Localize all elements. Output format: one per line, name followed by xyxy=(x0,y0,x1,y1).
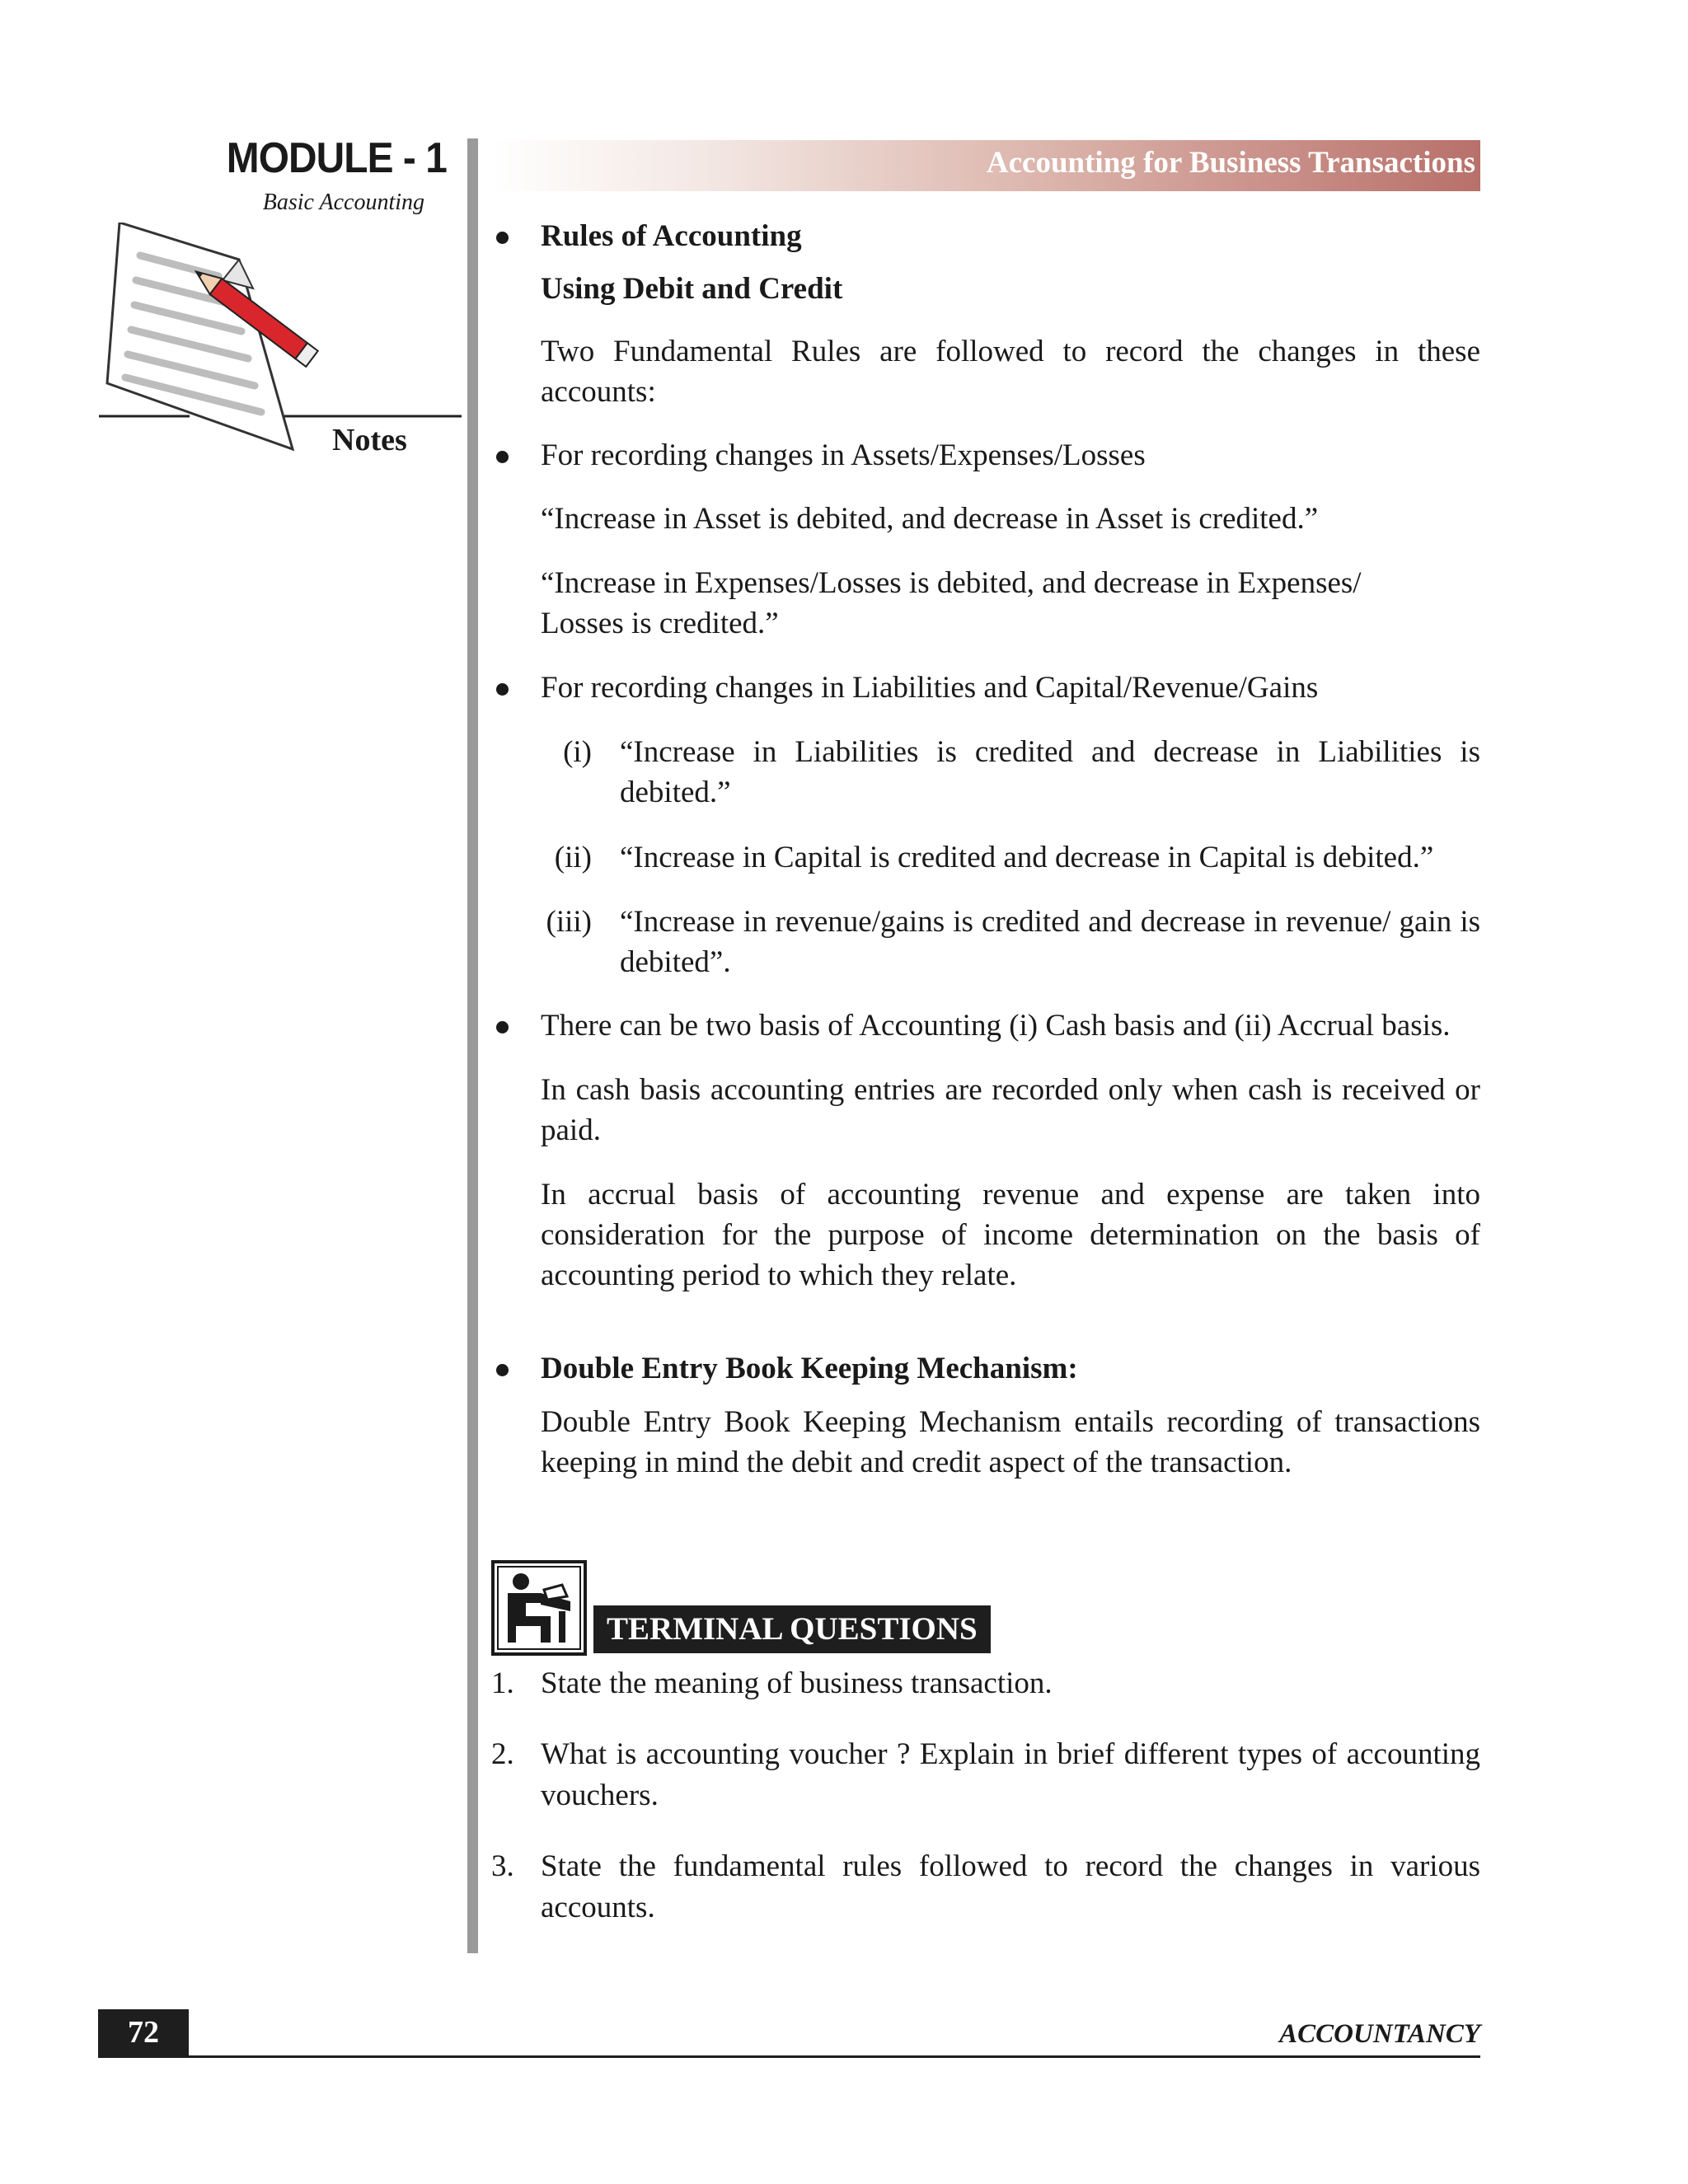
question-number: 2. xyxy=(491,1737,514,1771)
chapter-title: Accounting for Business Transactions xyxy=(986,146,1475,180)
chapter-header-band xyxy=(491,140,1480,191)
terminal-questions-list xyxy=(491,1663,1480,1929)
sub-rule-item xyxy=(491,902,1480,982)
double-entry-heading: Double Entry Book Keeping Mechanism: xyxy=(491,1348,1480,1389)
terminal-questions-title: TERMINAL QUESTIONS xyxy=(593,1605,991,1653)
page-content xyxy=(491,216,1480,1483)
intro-paragraph: Two Fundamental Rules are followed to record the changes in these accounts: xyxy=(541,335,1480,409)
sub-rule-number: (i) xyxy=(563,735,592,769)
rules-subheading: Using Debit and Credit xyxy=(541,272,843,306)
assets-rule-2: “Increase in Expenses/Losses is debited, and decrease in Expenses/ Losses is credited.” xyxy=(541,566,1362,640)
list-item xyxy=(491,1734,1480,1816)
list-item xyxy=(491,1846,1480,1929)
liabilities-bullet: For recording changes in Liabilities and Capital/Revenue/Gains xyxy=(491,668,1480,708)
sub-rule-text: “Increase in Capital is credited and decrease in Capital is debited.” xyxy=(620,841,1434,874)
basis-bullet: There can be two basis of Accounting (i) Cash basis and (ii) Accrual basis. xyxy=(491,1005,1480,1046)
sub-rule-item xyxy=(491,732,1480,813)
vertical-rule xyxy=(467,138,478,1953)
footer-rule xyxy=(98,2055,1480,2058)
sub-rule-number: (iii) xyxy=(546,905,592,939)
question-text: What is accounting voucher ? Explain in brief different types of accounting vouchers. xyxy=(541,1737,1480,1812)
assets-bullet: For recording changes in Assets/Expenses/Losses xyxy=(491,435,1480,476)
list-item xyxy=(491,1663,1480,1704)
question-number: 1. xyxy=(491,1666,514,1700)
assets-rule-1: “Increase in Asset is debited, and decrease in Asset is credited.” xyxy=(541,502,1319,536)
cash-basis-paragraph: In cash basis accounting entries are recorded only when cash is received or paid. xyxy=(541,1073,1480,1147)
sub-rule-text: “Increase in Liabilities is credited and decrease in Liabilities is debited.” xyxy=(620,735,1480,809)
student-reading-icon xyxy=(491,1560,587,1656)
question-text: State the meaning of business transaction. xyxy=(541,1666,1053,1700)
module-title: MODULE - 1 xyxy=(226,134,447,182)
rules-heading: Rules of Accounting xyxy=(491,216,1480,256)
question-text: State the fundamental rules followed to record the changes in various accounts. xyxy=(541,1849,1480,1924)
sub-rule-number: (ii) xyxy=(554,841,592,874)
accrual-basis-paragraph: In accrual basis of accounting revenue and expense are taken into consideration for the purpose of income determination on the basis of accounting period to which they relate. xyxy=(541,1178,1480,1292)
page-number: 72 xyxy=(98,2009,189,2055)
double-entry-paragraph: Double Entry Book Keeping Mechanism entails recording of transactions keeping in mind the debit and credit aspect of the transaction. xyxy=(541,1405,1480,1479)
sub-rule-text: “Increase in revenue/gains is credited and decrease in revenue/ gain is debited”. xyxy=(620,905,1480,979)
footer-subject: ACCOUNTANCY xyxy=(1279,2019,1480,2049)
sub-rule-item xyxy=(491,837,1480,878)
notes-label: Notes xyxy=(332,423,407,457)
module-subtitle: Basic Accounting xyxy=(262,190,424,215)
question-number: 3. xyxy=(491,1849,514,1883)
notes-pencil-icon xyxy=(95,223,466,457)
